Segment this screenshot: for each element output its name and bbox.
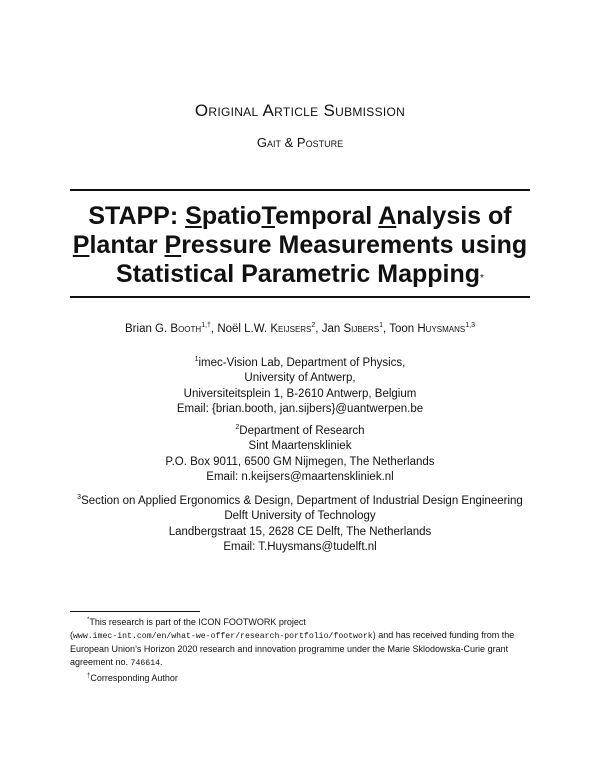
affiliation-1: $^1$imec-Vision Lab, Department of Physics, University of Antwerp, Universiteitsplein 1, B-2610 Antwerp, Belgium Email: {brian.booth, jan.sijbers}@uantwerpen.be: [0, 352, 600, 418]
footnotes: [70, 614, 540, 685]
author: Noël L.W. Keijsers$^2$: [217, 322, 316, 335]
affiliation-3: $^3$Section on Applied Ergonomics & Design, Department of Industrial Design Engineering Delft University of Technology Landbergstraat 15, 2628 CE Delft, The Netherlands Email: T.Huysmans@tudelft.nl: [0, 490, 600, 556]
title-line-3: Statistical Parametric Mapping*: [116, 260, 484, 288]
affiliation-email: Email: T.Huysmans@tudelft.nl: [223, 541, 377, 554]
affiliation-2: $^2$Department of Research Sint Maartenskliniek P.O. Box 9011, 6500 GM Nijmegen, The Netherlands Email: n.keijsers@maartenskliniek.nl: [0, 420, 600, 486]
footnote-url[interactable]: www.imec-int.com/en/what-we-offer/research-portfolio/footwork: [73, 632, 373, 641]
title-footnote-mark: *: [480, 273, 484, 284]
submission-type: Original Article Submission: [194, 101, 406, 120]
title-bottom-rule: [70, 296, 530, 298]
author-list: Brian G. Booth$^{1,\dagger}$, Noël L.W. Keijsers$^2$, Jan Sijbers$^1$, Toon Huysmans$^{1,3}$: [125, 322, 475, 335]
title-line-1: STAPP: SpatioTemporal Analysis of: [88, 202, 512, 230]
affiliation-email: Email: {brian.booth, jan.sijbers}@uantwerpen.be: [176, 403, 424, 416]
footnote-funding: *This research is part of the ICON FOOTWORK project: [87, 617, 306, 627]
author: Jan Sijbers$^1$: [321, 322, 384, 335]
footnote-rule: [70, 611, 200, 612]
title-line-2: Plantar Pressure Measurements using: [72, 231, 528, 259]
author: Toon Huysmans$^{1,3}$: [389, 322, 475, 335]
affiliation-email: Email: n.keijsers@maartenskliniek.nl: [206, 471, 394, 484]
footnote-corresponding: †Corresponding Author: [87, 673, 178, 683]
title-top-rule: [70, 189, 530, 191]
author: Brian G. Booth$^{1,\dagger}$: [125, 322, 211, 335]
paper-title: [0, 202, 600, 289]
footnote-funding-cont: (www.imec-int.com/en/what-we-offer/research-portfolio/footwork) and has received funding from the European Union’s Horizon 2020 research and innovation programme under the Marie Sklodowska-Curie grant agreement no. 746614.: [70, 630, 515, 668]
journal-name: Gait & Posture: [256, 135, 344, 150]
